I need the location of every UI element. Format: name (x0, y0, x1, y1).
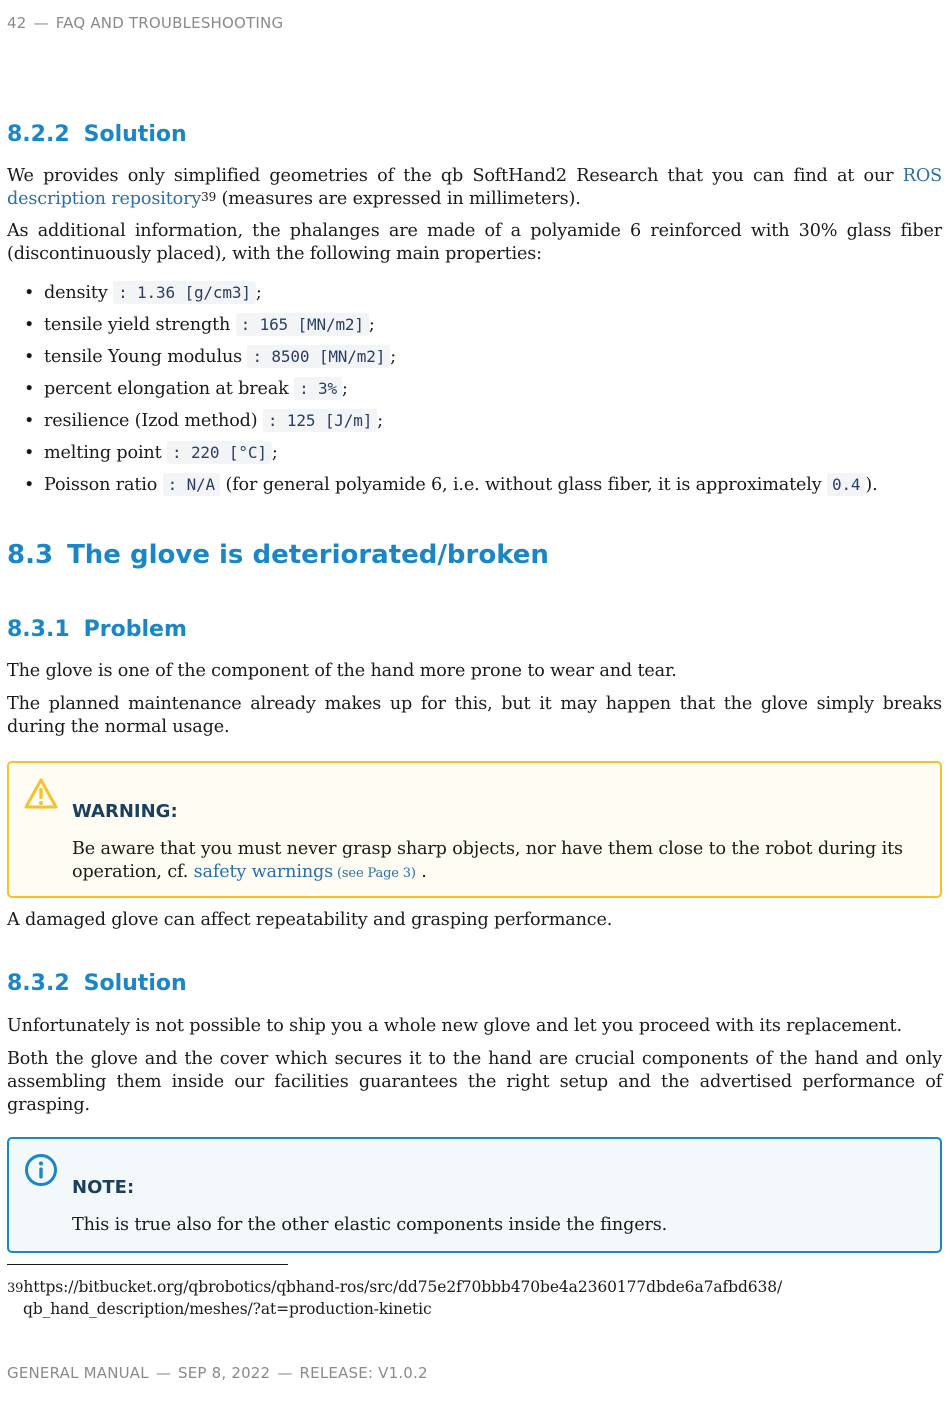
property-suffix: ; (377, 411, 384, 431)
list-item (7, 280, 878, 312)
property-label: tensile Young modulus (44, 347, 248, 367)
safety-warnings-link[interactable]: safety warnings (193, 862, 333, 882)
section-number: 8.3.2 (7, 971, 70, 996)
section-heading-8-3-2 (7, 971, 187, 996)
ros-repository-link[interactable]: ROS description repository (7, 166, 942, 209)
note-title: NOTE: (72, 1177, 135, 1198)
section-number: 8.3.1 (7, 617, 70, 642)
note-text: This is true also for the other elastic components inside the fingers. (72, 1215, 668, 1235)
property-suffix: ; (271, 443, 278, 463)
warning-title: WARNING: (72, 801, 178, 822)
property-label: density (44, 283, 114, 303)
running-header (7, 14, 283, 32)
property-suffix: ; (390, 347, 396, 367)
section-heading-8-3-1 (7, 617, 187, 642)
list-item (7, 376, 878, 408)
footnote-url-line2[interactable]: qb_hand_description/meshes/?at=production-kinetic (23, 1300, 432, 1318)
running-footer (7, 1364, 428, 1382)
paragraph-shipping: Unfortunately is not possible to ship you a whole new glove and let you proceed with its replacement. (7, 1016, 902, 1036)
footnote-url[interactable] (7, 1278, 942, 1320)
bullet: • (24, 315, 35, 335)
info-circle-icon (24, 1153, 58, 1187)
bullet: • (24, 347, 35, 367)
footnote-number: 39 (7, 1281, 24, 1296)
property-label: melting point (44, 443, 167, 463)
paragraph-maintenance: The planned maintenance already makes up for this, but it may happen that the glove simply breaks during the normal usage. (7, 694, 942, 737)
warning-text (72, 838, 922, 885)
paragraph-assembly: Both the glove and the cover which secures it to the hand are crucial components of the hand and only assembling them inside our facilities guarantees the right setup and the advertised performance of grasping. (7, 1049, 942, 1115)
property-suffix: ). (865, 475, 878, 495)
warning-body: Be aware that you must never grasp sharp objects, nor have them close to the robot during its operation, cf. (72, 839, 903, 882)
paragraph-damaged-glove: A damaged glove can affect repeatability and grasping performance. (7, 910, 613, 930)
property-value: : 165 [MN/m2] (236, 313, 369, 336)
paragraph-text: We provides only simplified geometries of the qb SoftHand2 Research that you can find at our (7, 166, 903, 186)
release-date: SEP 8, 2022 (178, 1364, 271, 1382)
section-title: The glove is deteriorated/broken (67, 540, 549, 570)
property-label: percent elongation at break (44, 379, 295, 399)
property-value: 0.4 (827, 473, 865, 496)
property-label: tensile yield strength (44, 315, 236, 335)
warning-triangle-icon (24, 777, 58, 811)
section-title: Solution (83, 971, 187, 996)
bullet: • (24, 475, 35, 495)
property-label: resilience (Izod method) (44, 411, 263, 431)
property-suffix: ; (255, 283, 262, 303)
section-heading-8-3 (7, 540, 549, 570)
note-box (7, 1137, 942, 1253)
chapter-title: FAQ AND TROUBLESHOOTING (55, 14, 284, 32)
properties-list (7, 280, 878, 504)
property-value: : 1.36 [g/cm3] (113, 281, 256, 304)
footnote (7, 1277, 942, 1320)
bullet: • (24, 379, 35, 399)
footer-separator: — (277, 1364, 293, 1382)
section-number: 8.2.2 (7, 122, 70, 147)
section-number: 8.3 (7, 540, 54, 570)
footnote-reference[interactable]: 39 (201, 190, 217, 204)
paragraph-geometries (7, 165, 942, 212)
footer-separator: — (155, 1364, 172, 1382)
property-value: : 125 [J/m] (263, 409, 377, 432)
manual-page (7, 0, 942, 1408)
page-reference[interactable]: (see Page 3) (333, 866, 416, 881)
bullet: • (24, 443, 35, 463)
paragraph-text: (measures are expressed in millimeters). (216, 189, 581, 209)
section-title: Solution (83, 122, 187, 147)
list-item (7, 440, 878, 472)
paragraph-wear: The glove is one of the component of the hand more prone to wear and tear. (7, 661, 677, 681)
manual-name: GENERAL MANUAL (7, 1364, 149, 1382)
property-value: : 8500 [MN/m2] (247, 345, 390, 368)
section-heading-8-2-2 (7, 122, 187, 147)
list-item (7, 408, 878, 440)
warning-tail: . (415, 862, 427, 882)
list-item (7, 344, 878, 376)
paragraph-material: As additional information, the phalanges are made of a polyamide 6 reinforced with 30% glass fiber (discontinuously placed), with the following main properties: (7, 221, 942, 264)
list-item (7, 472, 878, 504)
footnote-url-line1[interactable]: https://bitbucket.org/qbrobotics/qbhand-ros/src/dd75e2f70bbb470be4a2360177dbde6a7afbd638/ (23, 1278, 783, 1296)
bullet: • (24, 283, 35, 303)
bullet: • (24, 411, 35, 431)
list-item (7, 312, 878, 344)
property-suffix: ; (368, 315, 375, 335)
property-value: : 3% (294, 377, 342, 400)
property-suffix: (for general polyamide 6, i.e. without glass fiber, it is approximately (220, 475, 827, 495)
release-version: RELEASE: V1.0.2 (299, 1364, 428, 1382)
property-label: Poisson ratio (44, 475, 163, 495)
footnote-divider (7, 1264, 288, 1265)
property-suffix: ; (342, 379, 348, 399)
page-number: 42 (7, 14, 27, 32)
warning-box (7, 761, 942, 898)
property-value: : N/A (163, 473, 220, 496)
property-value: : 220 [°C] (167, 441, 272, 464)
section-title: Problem (83, 617, 187, 642)
header-separator: — (33, 14, 49, 32)
